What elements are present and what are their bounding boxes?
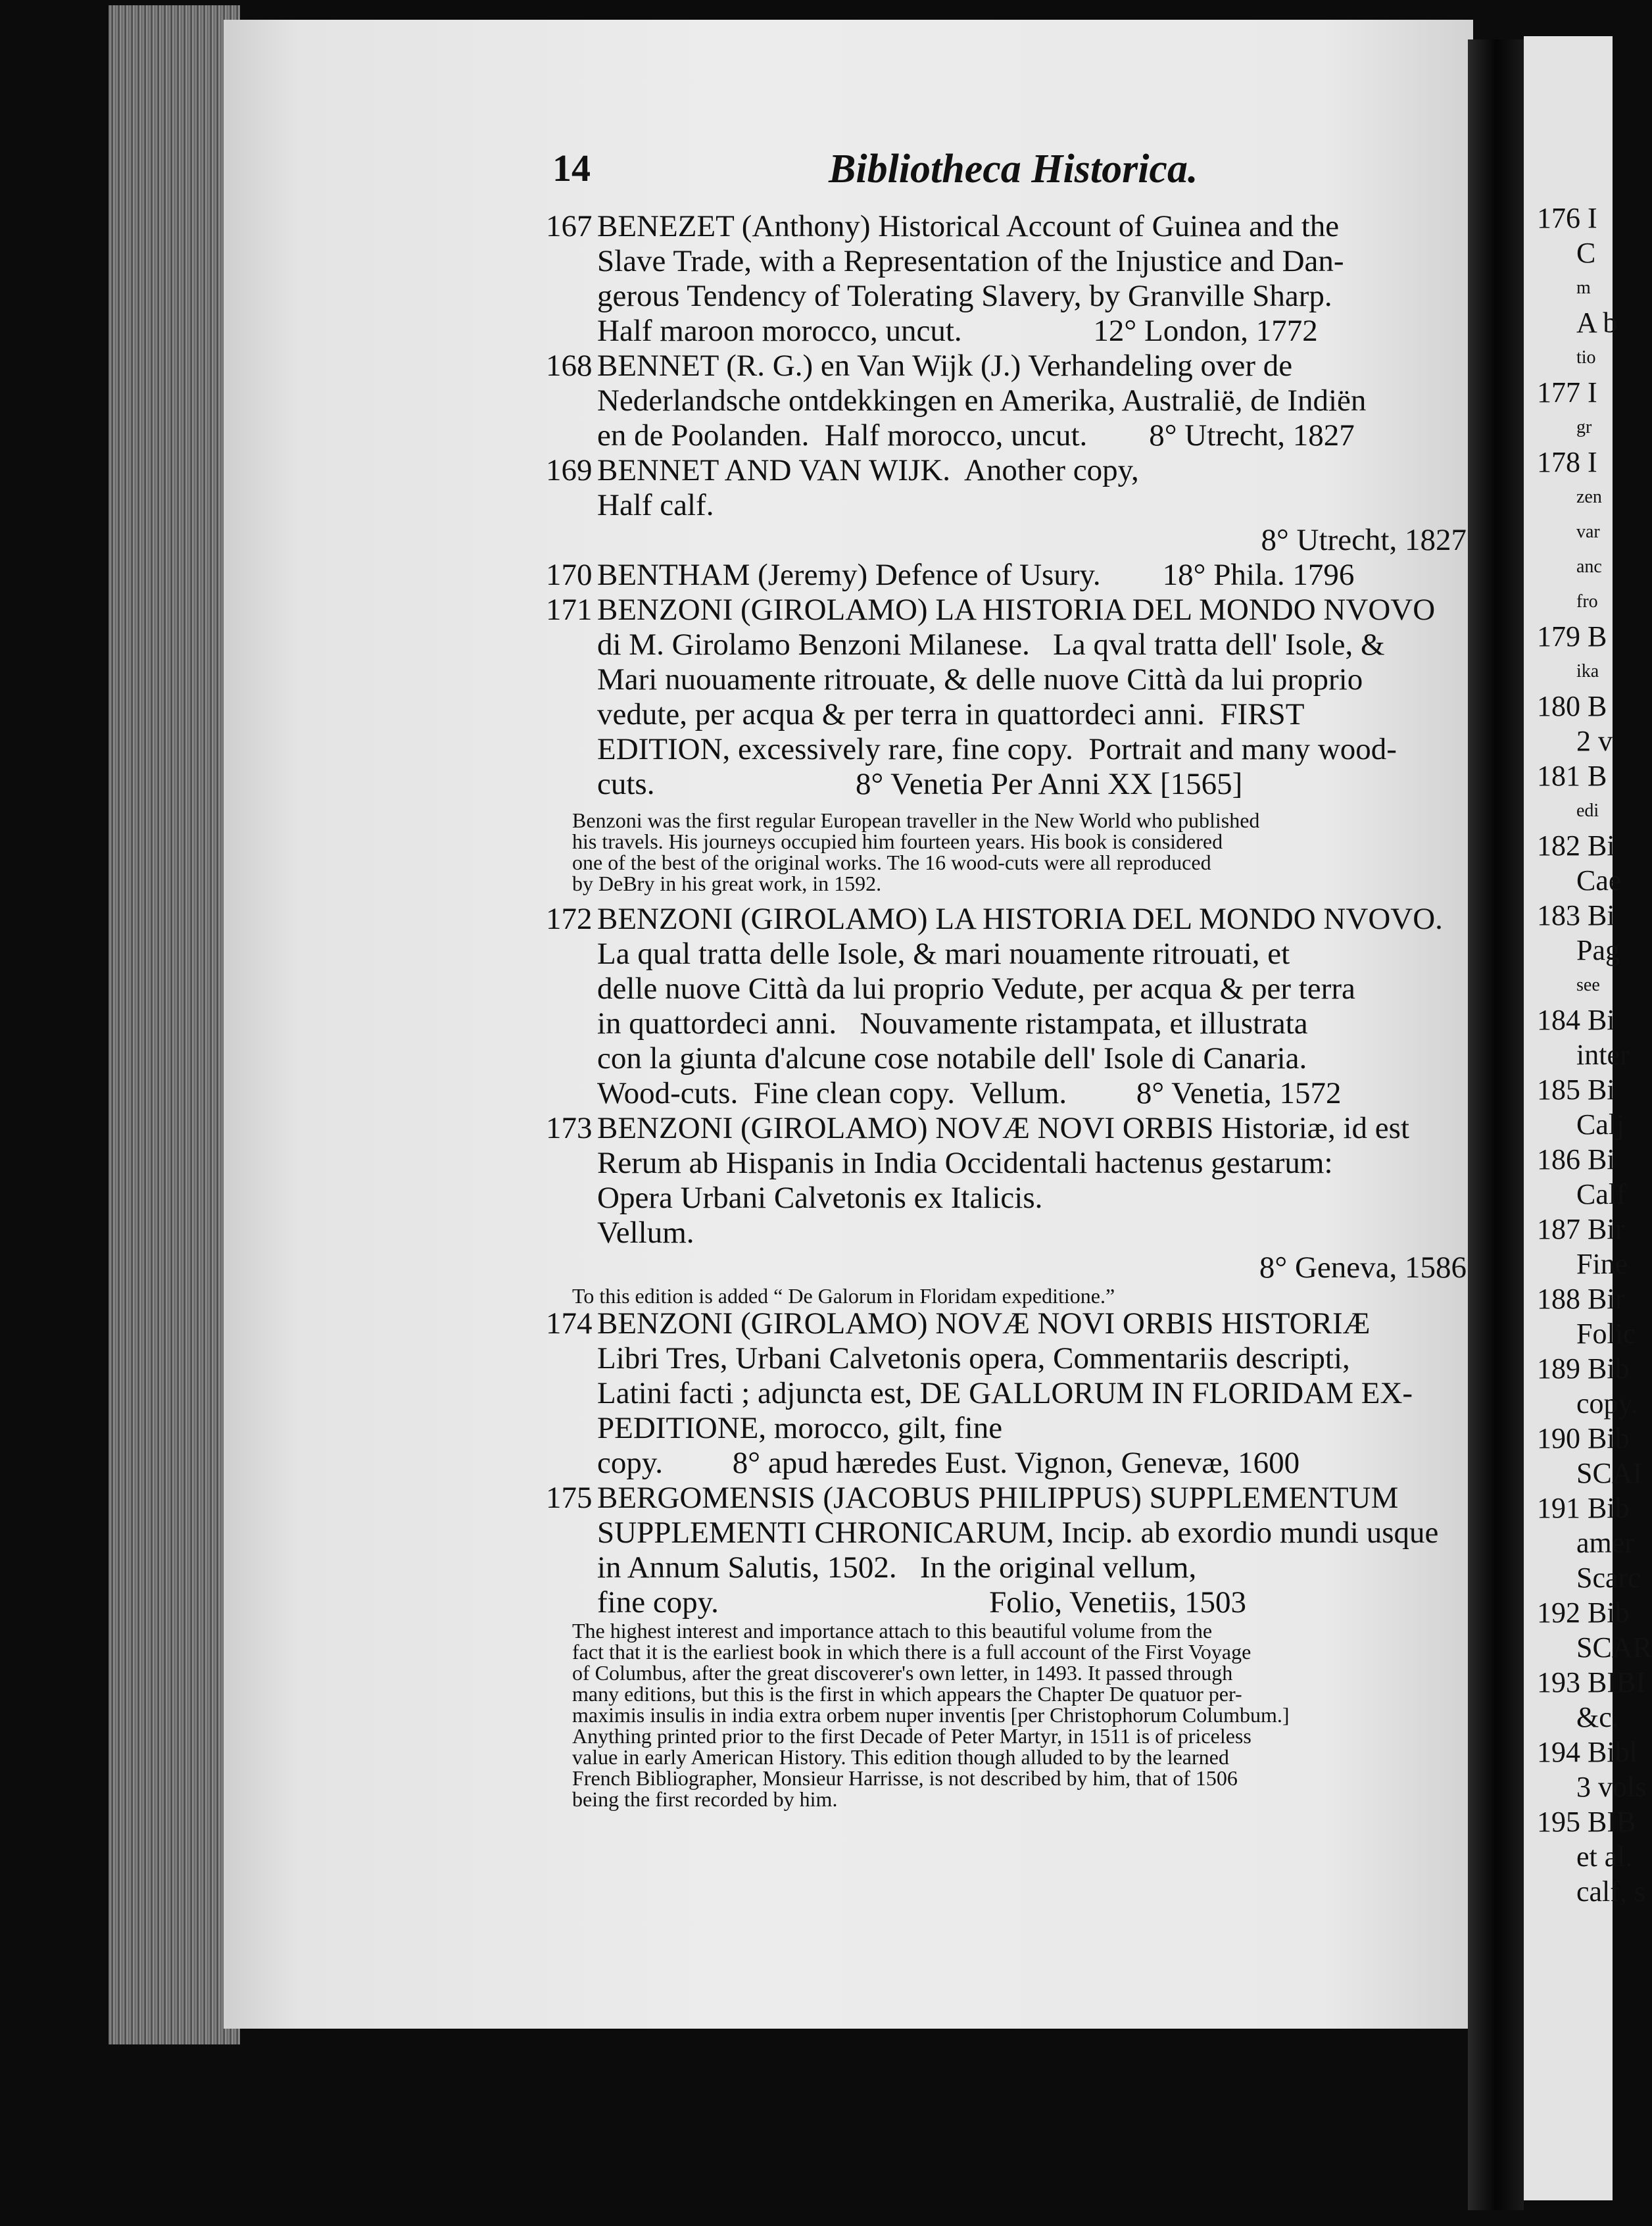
right-page-text-fragment: 179 B xyxy=(1537,620,1607,653)
page-number: 14 xyxy=(552,147,591,189)
entry-text: PEDITIONE, morocco, gilt, fine xyxy=(597,1411,1003,1445)
right-page-text-fragment: 185 Bi xyxy=(1537,1074,1615,1106)
entry-text: di M. Girolamo Benzoni Milanese. La qval tratta dell' Isole, & xyxy=(597,628,1385,662)
right-page-text-fragment: 193 BIBI xyxy=(1537,1666,1645,1698)
entry-line xyxy=(546,1076,1467,1111)
entry-text: EDITION, excessively rare, fine copy. Portrait and many wood- xyxy=(597,732,1397,766)
entry-line xyxy=(546,1216,1467,1250)
entry-text: in Annum Salutis, 1502. In the original vellum, xyxy=(597,1550,1197,1585)
entry-first-line xyxy=(546,558,1467,593)
right-page-text-fragment: m xyxy=(1576,278,1591,298)
entry-number: 175 xyxy=(546,1481,593,1515)
right-page-text-fragment: Calj xyxy=(1576,1108,1625,1141)
right-page-text-fragment: 190 Bib xyxy=(1537,1422,1630,1454)
right-page-text-fragment: calf, s xyxy=(1576,1875,1646,1908)
entry-line xyxy=(546,1041,1467,1076)
right-page-text-fragment: 181 B xyxy=(1537,760,1607,792)
right-page-text-fragment: &c. xyxy=(1576,1701,1619,1733)
entry-text: vedute, per acqua & per terra in quattordeci anni. FIRST xyxy=(597,697,1305,731)
entry-number: 172 xyxy=(546,902,593,936)
entry-text: copy. 8° apud hæredes Eust. Vignon, Genevæ, 1600 xyxy=(597,1446,1300,1480)
right-page-text-fragment: 187 Bir xyxy=(1537,1213,1625,1245)
right-page-text-fragment: 177 I xyxy=(1537,376,1597,408)
entry-text: BENZONI (GIROLAMO) LA HISTORIA DEL MONDO NVOVO xyxy=(597,593,1436,627)
right-page-text-fragment: zen xyxy=(1576,487,1602,507)
right-page-text-fragment: copy. xyxy=(1576,1387,1638,1420)
entry-text: Rerum ab Hispanis in India Occidentali hactenus gestarum: xyxy=(597,1146,1333,1180)
entry-note-line: his travels. His journeys occupied him fourteen years. His book is considered xyxy=(572,829,1223,853)
entry-line xyxy=(546,244,1467,279)
entry-number: 167 xyxy=(546,209,593,243)
right-page-text-fragment: 186 Bi xyxy=(1537,1143,1615,1175)
entry-text: Slave Trade, with a Representation of the Injustice and Dan- xyxy=(597,244,1344,278)
book-gutter xyxy=(1468,39,1524,2210)
entry-note-line: French Bibliographer, Monsieur Harrisse, is not described by him, that of 1506 xyxy=(572,1766,1238,1790)
entry-line xyxy=(546,1006,1467,1041)
entry-first-line xyxy=(546,1481,1467,1516)
entry-text: gerous Tendency of Tolerating Slavery, by Granville Sharp. xyxy=(597,279,1332,313)
entry-text: Half calf. xyxy=(597,488,714,522)
right-page-text-fragment: edi xyxy=(1576,801,1599,821)
entry-first-line xyxy=(546,209,1467,244)
entry-line xyxy=(546,1250,1467,1285)
right-page-fragment xyxy=(1524,36,1652,2200)
entry-text: Vellum. xyxy=(597,1216,694,1250)
right-page-text-fragment: 180 B xyxy=(1537,690,1607,722)
entry-text: BENZONI (GIROLAMO) LA HISTORIA DEL MONDO NVOVO. xyxy=(597,902,1443,936)
entry-text: BERGOMENSIS (JACOBUS PHILIPPUS) SUPPLEMENTUM xyxy=(597,1481,1399,1515)
entry-text: con la giunta d'alcune cose notabile dell' Isole di Canaria. xyxy=(597,1041,1307,1076)
right-page-text-fragment: Calf xyxy=(1576,1178,1626,1210)
entry-text: Latini facti ; adjuncta est, DE GALLORUM IN FLORIDAM EX- xyxy=(597,1376,1413,1410)
entry-note-line: value in early American History. This edition though alluded to by the learned xyxy=(572,1745,1229,1769)
entry-number: 173 xyxy=(546,1111,593,1145)
entry-line xyxy=(546,1411,1467,1446)
entry-text: Mari nuouamente ritrouate, & delle nuove Città da lui proprio xyxy=(597,662,1363,697)
entry-text: en de Poolanden. Half morocco, uncut. 8° Utrecht, 1827 xyxy=(597,418,1355,453)
right-page-text-fragment: 182 Bi xyxy=(1537,829,1615,862)
entry-line xyxy=(546,383,1467,418)
entry-line xyxy=(546,937,1467,972)
entry-note-line: of Columbus, after the great discoverer's own letter, in 1493. It passed through xyxy=(572,1661,1233,1685)
entry-text: Wood-cuts. Fine clean copy. Vellum. 8° Venetia, 1572 xyxy=(597,1076,1342,1110)
right-page-text-fragment: 2 v xyxy=(1576,725,1613,757)
right-page-text-fragment: A b xyxy=(1576,307,1618,339)
right-page-text-fragment: tio xyxy=(1576,347,1596,368)
right-page-text-fragment: 195 BIB xyxy=(1537,1806,1636,1838)
entry-note-line: Anything printed prior to the first Decade of Peter Martyr, in 1511 is of priceless xyxy=(572,1724,1251,1748)
right-page-text-fragment: SCAI xyxy=(1576,1457,1643,1489)
entry-note-line: being the first recorded by him. xyxy=(572,1787,838,1811)
entry-note-line: fact that it is the earliest book in which there is a full account of the First Voyage xyxy=(572,1640,1251,1664)
entry-note-line: many editions, but this is the first in which appears the Chapter De quatuor per- xyxy=(572,1682,1242,1706)
entry-first-line xyxy=(546,349,1467,383)
right-page-text-fragment: fro xyxy=(1576,591,1598,612)
right-page-text-fragment: amer xyxy=(1576,1527,1634,1559)
entry-text: fine copy. Folio, Venetiis, 1503 xyxy=(597,1585,1246,1620)
right-page-text-fragment: anc xyxy=(1576,556,1602,577)
page-header xyxy=(552,146,1460,205)
entry-line xyxy=(546,697,1467,732)
entry-first-line xyxy=(546,1306,1467,1341)
entry-text: BENNET AND VAN WIJK. Another copy, xyxy=(597,453,1139,487)
entry-line xyxy=(546,1341,1467,1376)
entry-first-line xyxy=(546,453,1467,488)
right-page-text-fragment: 189 Bib xyxy=(1537,1352,1630,1385)
entry-number: 170 xyxy=(546,558,593,592)
right-page-text-fragment: 188 Bir xyxy=(1537,1283,1625,1315)
entry-text: delle nuove Città da lui proprio Vedute, per acqua & per terra xyxy=(597,972,1355,1006)
entry-text: SUPPLEMENTI CHRONICARUM, Incip. ab exordio mundi usque xyxy=(597,1516,1439,1550)
entry-line xyxy=(546,279,1467,314)
running-title: Bibliotheca Historica. xyxy=(829,147,1198,191)
entry-line xyxy=(546,1550,1467,1585)
entry-text: BENZONI (GIROLAMO) NOVÆ NOVI ORBIS Historiæ, id est xyxy=(597,1111,1410,1145)
entry-line xyxy=(546,767,1467,802)
entry-line xyxy=(546,628,1467,662)
entry-number: 174 xyxy=(546,1306,593,1341)
entry-line xyxy=(546,523,1467,558)
right-page-text-fragment: Cae xyxy=(1576,864,1622,897)
entry-line xyxy=(546,1181,1467,1216)
entry-number: 169 xyxy=(546,453,593,487)
entry-text: BENTHAM (Jeremy) Defence of Usury. 18° Phila. 1796 xyxy=(597,558,1355,592)
entry-note-line: Benzoni was the first regular European traveller in the New World who published xyxy=(572,808,1260,832)
entry-line xyxy=(546,1146,1467,1181)
right-page-text-fragment: Fine xyxy=(1576,1248,1628,1280)
entry-first-line xyxy=(546,902,1467,937)
entry-first-line xyxy=(546,1111,1467,1146)
entry-line xyxy=(546,1585,1467,1620)
entry-first-line xyxy=(546,593,1467,628)
entry-note-line: by DeBry in his great work, in 1592. xyxy=(572,872,882,895)
entry-line xyxy=(546,314,1467,349)
entry-line xyxy=(546,1376,1467,1411)
right-page-text-fragment: 176 I xyxy=(1537,202,1597,234)
right-page-text-fragment: ika xyxy=(1576,661,1599,681)
right-page-text-fragment: 192 Bib xyxy=(1537,1596,1630,1629)
entry-text: BENZONI (GIROLAMO) NOVÆ NOVI ORBIS HISTORIÆ xyxy=(597,1306,1371,1341)
entry-number: 171 xyxy=(546,593,593,627)
book-page-edges xyxy=(109,5,240,2044)
catalogue-body xyxy=(546,209,1467,1810)
entry-text: La qual tratta delle Isole, & mari nouamente ritrouati, et xyxy=(597,937,1290,971)
right-page-text-fragment: Pag xyxy=(1576,934,1620,966)
entry-note-line: one of the best of the original works. The 16 wood-cuts were all reproduced xyxy=(572,851,1211,874)
entry-text: Half maroon morocco, uncut. 12° London, 1772 xyxy=(597,314,1318,348)
entry-text: Opera Urbani Calvetonis ex Italicis. xyxy=(597,1181,1043,1215)
entry-note-line: maximis insulis in india extra orbem nuper inventis [per Christophorum Columbum.] xyxy=(572,1703,1290,1727)
right-page-text-fragment: var xyxy=(1576,522,1600,542)
entry-line xyxy=(546,488,1467,523)
right-page-text-fragment: 178 I xyxy=(1537,446,1597,478)
right-page-text-fragment: 184 Bi xyxy=(1537,1004,1615,1036)
entry-line xyxy=(546,732,1467,767)
right-page-text-fragment: Scarc xyxy=(1576,1562,1641,1594)
right-page-text-fragment: gr xyxy=(1576,417,1592,437)
entry-text: Libri Tres, Urbani Calvetonis opera, Commentariis descripti, xyxy=(597,1341,1350,1375)
right-page-text-fragment: 194 Bibl xyxy=(1537,1736,1638,1768)
entry-text: in quattordeci anni. Nouvamente ristampata, et illustrata xyxy=(597,1006,1308,1041)
entry-text: BENNET (R. G.) en Van Wijk (J.) Verhandeling over de xyxy=(597,349,1293,383)
entry-text: Nederlandsche ontdekkingen en Amerika, Australië, de Indiën xyxy=(597,383,1367,418)
entry-line xyxy=(546,972,1467,1006)
entry-note-line: The highest interest and importance attach to this beautiful volume from the xyxy=(572,1619,1213,1643)
right-page-text-fragment: SCAR xyxy=(1576,1631,1652,1664)
entry-text: 8° Geneva, 1586 xyxy=(1259,1250,1467,1285)
entry-text: cuts. 8° Venetia Per Anni XX [1565] xyxy=(597,767,1243,801)
entry-line xyxy=(546,418,1467,453)
right-page-text-fragment: 183 Bi xyxy=(1537,899,1615,931)
entry-text: BENEZET (Anthony) Historical Account of Guinea and the xyxy=(597,209,1340,243)
entry-line xyxy=(546,1516,1467,1550)
entry-line xyxy=(546,662,1467,697)
entry-note-line: To this edition is added “ De Galorum in Floridam expeditione.” xyxy=(572,1284,1115,1308)
entry-text: 8° Utrecht, 1827 xyxy=(1261,523,1467,557)
entry-number: 168 xyxy=(546,349,593,383)
right-page-text-fragment: et al. xyxy=(1576,1841,1633,1873)
right-page-text-fragment: 191 Bib xyxy=(1537,1492,1630,1524)
right-page-text-fragment: C xyxy=(1576,237,1596,269)
right-page-text-fragment: 3 vols xyxy=(1576,1771,1647,1803)
right-page-text-fragment: see xyxy=(1576,975,1600,995)
right-page-text-fragment: Folic xyxy=(1576,1318,1636,1350)
right-page-text-fragment: inter xyxy=(1576,1039,1630,1071)
entry-line xyxy=(546,1446,1467,1481)
